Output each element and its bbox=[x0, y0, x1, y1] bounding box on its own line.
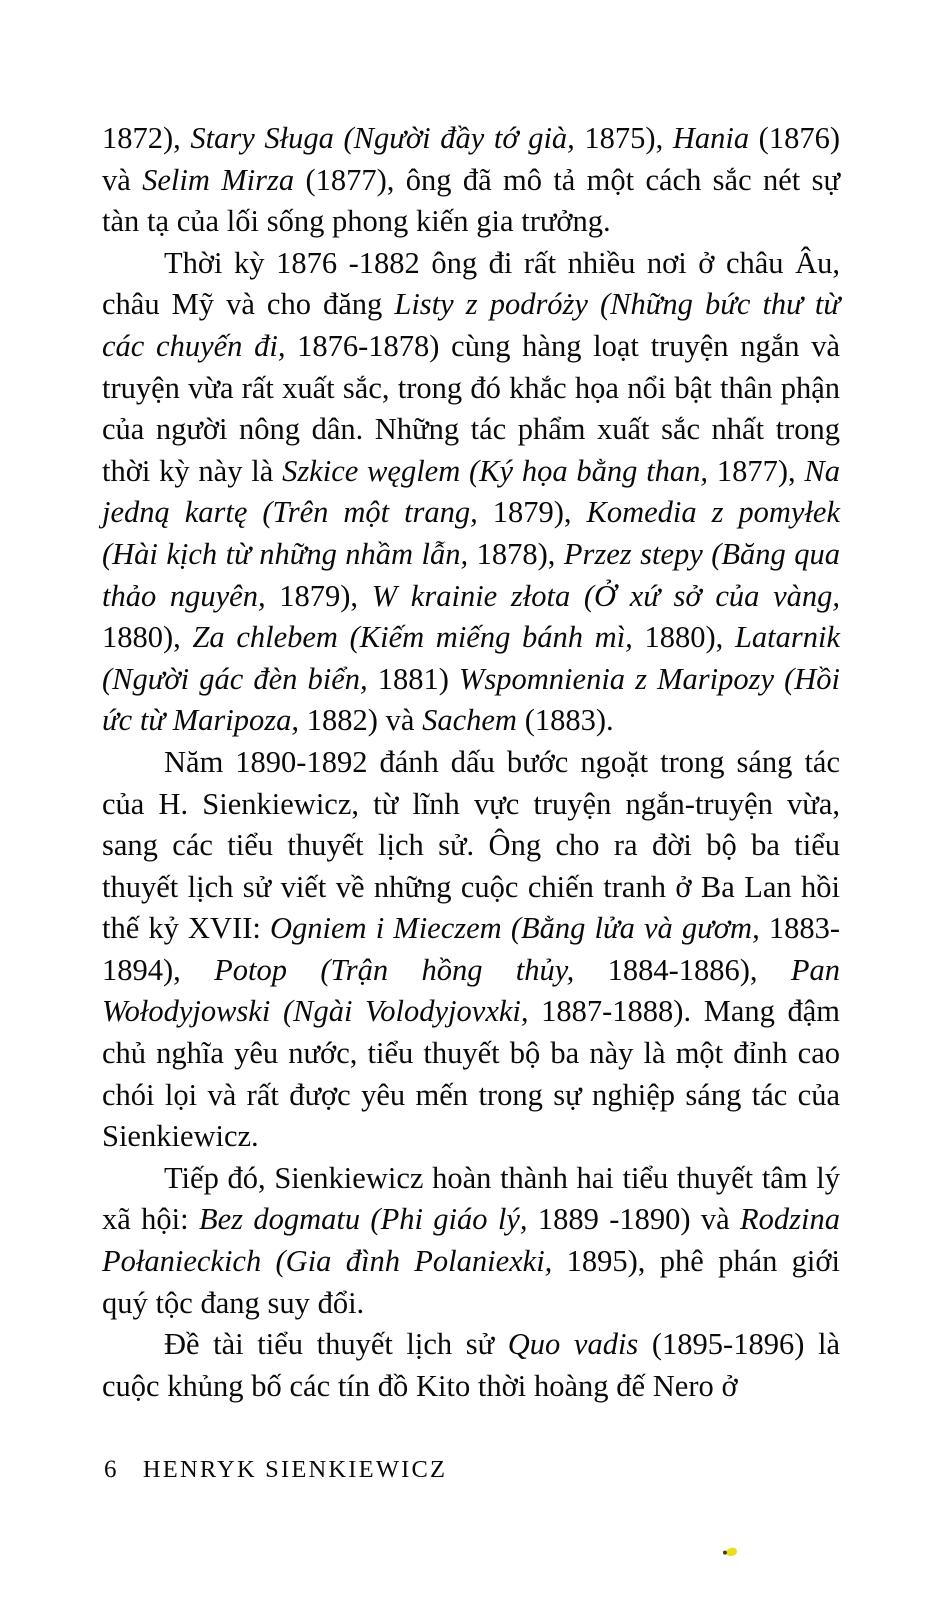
run-italic-title: Bez dogmatu (Phi giáo lý, bbox=[198, 1202, 528, 1237]
run-italic-title: Za chlebem (Kiếm miếng bánh mì, bbox=[192, 620, 633, 655]
paragraph-5 bbox=[102, 1324, 840, 1407]
run-roman: (1895-1896) là cuộc khủng bố các tín đồ Kito thời hoàng đế Nero ở bbox=[102, 1327, 840, 1403]
run-italic-title: Hania bbox=[672, 121, 750, 155]
run-italic-title: Potop (Trận hồng thủy, bbox=[214, 952, 575, 987]
run-roman: 1889 -1890) và bbox=[527, 1202, 741, 1237]
run-roman: (1883). bbox=[516, 703, 614, 738]
run-italic-title: Quo vadis bbox=[507, 1327, 639, 1362]
run-roman: 1872), bbox=[102, 121, 191, 155]
run-roman: (1877), ông đã mô tả một cách sắc nét sự tàn tạ của lối sống phong kiến gia trưởng. bbox=[102, 162, 840, 239]
run-roman: Thời kỳ 1876 -1882 ông đi rất nhiều nơi ở châu Âu, châu Mỹ và cho đăng bbox=[102, 245, 840, 322]
run-roman: 1883-1894), bbox=[102, 911, 840, 987]
run-italic-title: Ogniem i Mieczem (Bằng lửa và gươm, bbox=[270, 911, 760, 946]
run-roman: 1877), bbox=[708, 453, 805, 488]
run-italic-title: Selim Mirza bbox=[142, 162, 295, 197]
run-roman: (1876) và bbox=[102, 121, 840, 197]
run-roman: 1884-1886), bbox=[574, 952, 791, 987]
run-roman: Năm 1890-1892 đánh dấu bước ngoặt trong sáng tác của H. Sienkiewicz, từ lĩnh vực truyện ngắn-truyện vừa, sang các tiểu thuyết lịch sử. Ông cho ra đời bộ ba tiểu thuyết lịch sử viết về những cuộc chiến tranh ở Ba Lan hồi thế kỷ XVII: bbox=[102, 744, 840, 946]
run-italic-title: Wspomnienia z Maripozy (Hồi ức từ Maripoza, bbox=[102, 661, 841, 738]
run-roman: 1879), bbox=[265, 578, 372, 613]
run-italic-title: Na jedną kartę (Trên một trang, bbox=[102, 453, 841, 530]
run-roman: 1887-1888). Mang đậm chủ nghĩa yêu nước, tiểu thuyết bộ ba này là một đỉnh cao chói lọi và rất được yêu mến trong sự nghiệp sáng tác của Sienkiewicz. bbox=[102, 994, 840, 1154]
run-italic-title: Komedia z pomyłek (Hài kịch từ những nhầm lẫn, bbox=[102, 495, 840, 571]
run-roman: 1880), bbox=[102, 620, 193, 655]
run-italic-title: Listy z podróży (Những bức thư từ các chuyến đi, bbox=[102, 287, 840, 363]
run-roman: 1882) và bbox=[298, 703, 423, 738]
run-roman: Tiếp đó, Sienkiewicz hoàn thành hai tiểu thuyết tâm lý xã hội: bbox=[102, 1160, 840, 1237]
run-italic-title: Sachem bbox=[422, 703, 517, 738]
run-roman: 1879), bbox=[477, 495, 587, 530]
run-roman: 1876-1878) cùng hàng loạt truyện ngắn và truyện vừa rất xuất sắc, trong đó khắc họa nổi bật thân phận của người nông dân. Những tác phẩm xuất sắc nhất trong thời kỳ này là bbox=[102, 328, 840, 488]
run-roman: 1875), bbox=[574, 121, 673, 155]
run-italic-title: Latarnik (Người gác đèn biển, bbox=[102, 620, 841, 696]
paragraph-2 bbox=[102, 243, 840, 742]
page-text-block bbox=[102, 118, 840, 1407]
run-roman: 1895), phê phán giới quý tộc đang suy đổi. bbox=[102, 1244, 840, 1320]
run-italic-title: Pan Wołodyjowski (Ngài Volodyjovxki, bbox=[102, 952, 840, 1029]
run-italic-title: Szkice węglem (Ký họa bằng than, bbox=[282, 453, 709, 488]
page-number: 6 bbox=[104, 1456, 117, 1483]
run-italic-title: Stary Sługa (Người đầy tớ già, bbox=[190, 121, 575, 155]
run-roman: 1878), bbox=[468, 536, 564, 571]
page-footer bbox=[104, 1457, 844, 1483]
paragraph-4 bbox=[102, 1158, 840, 1324]
run-roman: 1881) bbox=[367, 661, 459, 696]
paragraph-3 bbox=[102, 742, 840, 1158]
run-roman: Đề tài tiểu thuyết lịch sử bbox=[164, 1327, 508, 1362]
run-italic-title: W krainie złota (Ở xứ sở của vàng, bbox=[371, 578, 840, 613]
run-italic-title: Rodzina Połanieckich (Gia đình Polaniexki, bbox=[102, 1202, 840, 1279]
run-roman: 1880), bbox=[632, 620, 735, 655]
paragraph-1 bbox=[102, 118, 840, 243]
running-head: HENRYK SIENKIEWICZ bbox=[142, 1456, 448, 1483]
run-italic-title: Przez stepy (Băng qua thảo nguyên, bbox=[102, 536, 840, 613]
scan-speck-artifact bbox=[725, 1547, 738, 1557]
